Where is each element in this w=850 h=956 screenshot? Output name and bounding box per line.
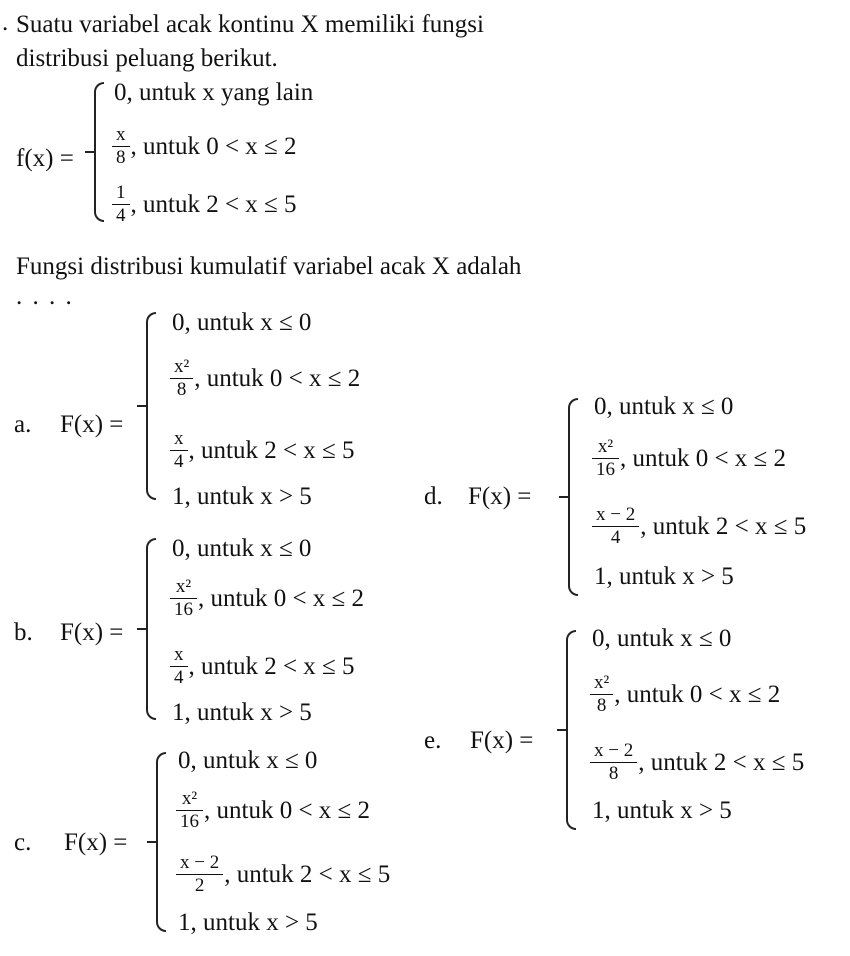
piecewise-case	[594, 504, 806, 549]
numerator: x²	[174, 356, 190, 377]
numerator: x²	[594, 672, 610, 693]
denominator: 2	[176, 874, 223, 897]
case-text: 0, untuk x ≤ 0	[178, 747, 318, 774]
case-text: , untuk 0 < x ≤ 2	[614, 680, 781, 708]
option-letter[interactable]: e.	[424, 727, 442, 754]
fraction	[114, 124, 128, 169]
piecewise-case	[172, 482, 312, 512]
fraction	[592, 672, 611, 717]
fraction	[178, 852, 221, 897]
fraction	[178, 788, 201, 833]
left-brace	[137, 405, 146, 407]
denominator: 4	[170, 666, 188, 689]
numerator: x	[116, 124, 126, 145]
case-text: 0, untuk x ≤ 0	[592, 625, 732, 652]
case-text: , untuk 0 < x ≤ 2	[620, 444, 787, 472]
fraction	[592, 740, 635, 785]
left-brace	[568, 398, 578, 497]
denominator: 4	[112, 204, 130, 227]
option-letter[interactable]: b.	[14, 619, 33, 646]
piecewise-case	[592, 624, 731, 654]
case-text: 1, untuk x > 5	[178, 909, 318, 936]
denominator: 8	[112, 146, 130, 169]
case-text: 1, untuk x > 5	[594, 563, 734, 590]
numerator: x − 2	[594, 740, 634, 761]
piecewise-case	[592, 672, 780, 717]
case-text: 0, untuk x ≤ 0	[172, 309, 312, 336]
case-text: , untuk 2 < x ≤ 5	[188, 652, 355, 680]
question-prompt: Fungsi distribusi kumulatif variabel acak X adalah	[16, 253, 522, 280]
left-brace	[559, 496, 568, 498]
option-letter[interactable]: c.	[14, 829, 32, 856]
denominator: 16	[176, 810, 203, 833]
piecewise-case	[172, 534, 311, 564]
function-lhs: F(x) =	[60, 619, 124, 646]
piecewise-case	[172, 644, 355, 689]
piecewise-case	[172, 698, 312, 728]
case-text: 0, untuk x yang lain	[114, 79, 314, 106]
denominator: 8	[590, 762, 637, 785]
fraction	[172, 576, 195, 621]
denominator: 8	[590, 694, 613, 717]
piecewise-case	[178, 852, 390, 897]
piecewise-case	[172, 576, 364, 621]
piecewise-case	[114, 78, 313, 108]
case-text: , untuk 2 < x ≤ 5	[224, 860, 391, 888]
numerator: x²	[181, 788, 198, 809]
denominator: 4	[170, 450, 188, 473]
function-lhs: F(x) =	[470, 727, 534, 754]
denominator: 16	[592, 458, 619, 481]
numerator: 1	[116, 182, 126, 203]
denominator: 16	[170, 598, 197, 621]
piecewise-case	[172, 308, 311, 338]
fraction	[172, 428, 186, 473]
question-bullet: .	[2, 9, 9, 36]
piecewise-case	[178, 746, 317, 776]
piecewise-case	[172, 428, 355, 473]
piecewise-case	[172, 356, 360, 401]
question-text: Suatu variabel acak kontinu X memiliki fungsi distribusi peluang berikut.	[16, 11, 484, 72]
left-brace	[146, 406, 156, 500]
function-lhs: F(x) =	[60, 411, 124, 438]
left-brace	[557, 729, 566, 731]
piecewise-case	[178, 908, 318, 938]
case-text: , untuk 2 < x ≤ 5	[640, 512, 807, 540]
numerator: x	[174, 428, 184, 449]
case-text: , untuk 2 < x ≤ 5	[188, 436, 355, 464]
case-text: , untuk 0 < x ≤ 2	[130, 132, 297, 160]
left-brace	[146, 629, 156, 720]
case-text: , untuk 2 < x ≤ 5	[638, 748, 805, 776]
numerator: x − 2	[180, 852, 220, 873]
option-letter[interactable]: a.	[14, 411, 32, 438]
option-letter[interactable]: d.	[424, 483, 443, 510]
fraction	[172, 644, 186, 689]
left-brace	[147, 841, 156, 843]
left-brace	[137, 628, 146, 630]
numerator: x²	[175, 576, 192, 597]
case-text: 0, untuk x ≤ 0	[172, 535, 312, 562]
piecewise-case	[594, 562, 734, 592]
case-text: 0, untuk x ≤ 0	[594, 393, 734, 420]
case-text: , untuk 0 < x ≤ 2	[198, 584, 365, 612]
function-lhs: F(x) =	[64, 829, 128, 856]
function-lhs: F(x) =	[468, 483, 532, 510]
left-brace	[156, 842, 166, 932]
case-text: 1, untuk x > 5	[172, 699, 312, 726]
denominator: 8	[170, 378, 193, 401]
fraction	[594, 436, 617, 481]
fraction	[172, 356, 191, 401]
left-brace	[146, 538, 156, 629]
left-brace	[566, 630, 576, 730]
case-text: 1, untuk x > 5	[592, 797, 732, 824]
fraction	[114, 182, 128, 227]
piecewise-case	[178, 788, 370, 833]
case-text: , untuk 0 < x ≤ 2	[194, 364, 361, 392]
piecewise-case	[114, 182, 297, 227]
piecewise-case	[594, 392, 733, 422]
numerator: x²	[597, 436, 614, 457]
piecewise-case	[592, 740, 804, 785]
left-brace	[85, 151, 94, 153]
question-dots: . . . .	[16, 283, 74, 310]
denominator: 4	[592, 526, 639, 549]
left-brace	[94, 152, 104, 222]
case-text: 1, untuk x > 5	[172, 483, 312, 510]
numerator: x	[174, 644, 184, 665]
case-text: , untuk 0 < x ≤ 2	[204, 796, 371, 824]
left-brace	[568, 497, 578, 596]
piecewise-case	[592, 796, 732, 826]
left-brace	[156, 752, 166, 842]
fraction	[594, 504, 637, 549]
left-brace	[94, 82, 104, 152]
piecewise-case	[114, 124, 297, 169]
numerator: x − 2	[596, 504, 636, 525]
piecewise-case	[594, 436, 786, 481]
left-brace	[566, 730, 576, 830]
function-lhs: f(x) =	[16, 145, 74, 172]
case-text: , untuk 2 < x ≤ 5	[130, 190, 297, 218]
left-brace	[146, 312, 156, 406]
